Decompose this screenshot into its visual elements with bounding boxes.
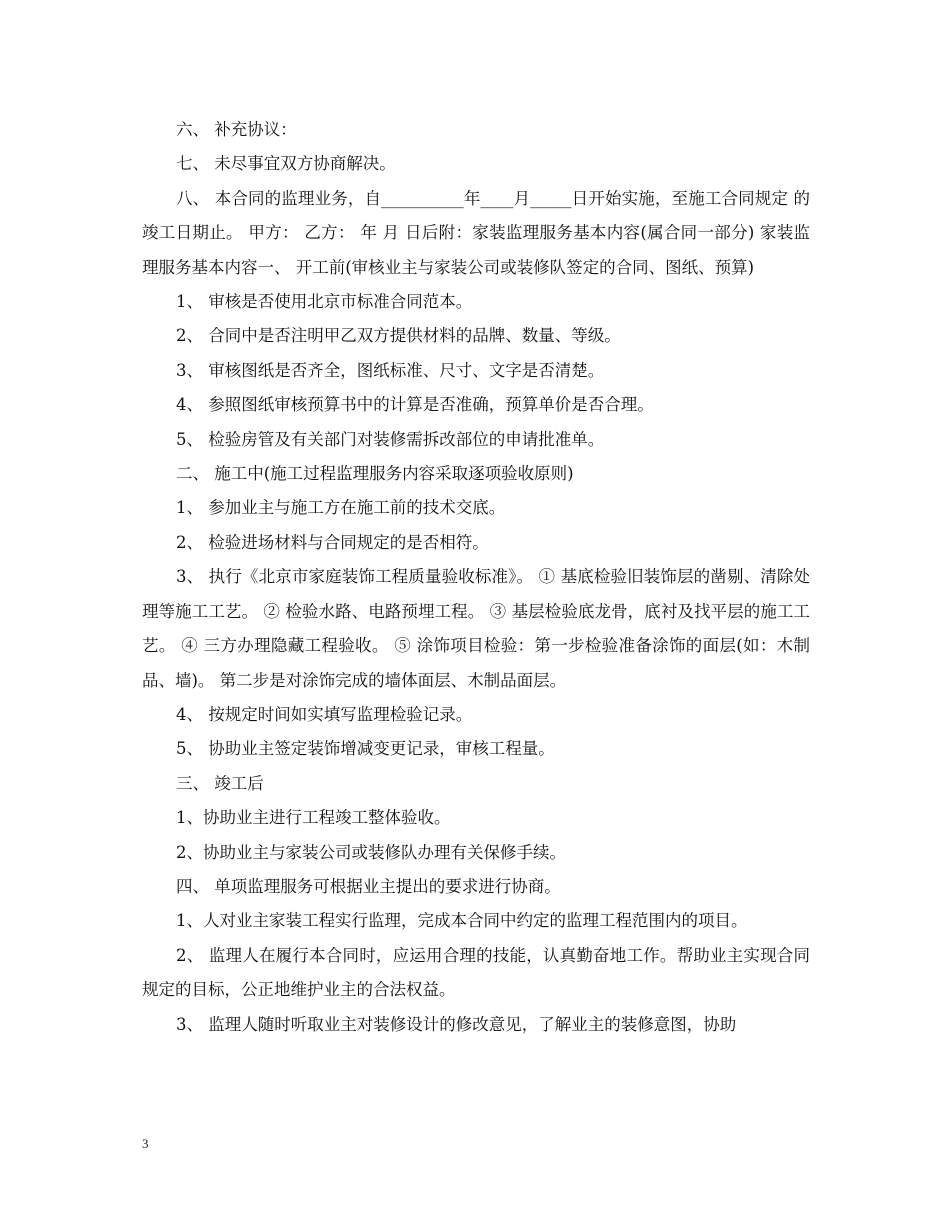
- page-number: 3: [142, 1136, 149, 1151]
- paragraph: 3、 执行《北京市家庭装饰工程质量验收标准》。 ① 基底检验旧装饰层的凿剔、清除处理等施工工艺。 ② 检验水路、电路预埋工程。 ③ 基层检验底龙骨，底衬及找平层的施工工艺。 ④ 三方办理隐藏工程验收。 ⑤ 涂饰项目检验：第一步检验准备涂饰的面层(如：木制品、墙)。 第二步是对涂饰完成的墙体面层、木制品面层。: [142, 567, 810, 690]
- document-body: [142, 113, 810, 1042]
- paragraph: 2、协助业主与家装公司或装修队办理有关保修手续。: [176, 842, 566, 862]
- section-heading: 三、 竣工后: [176, 773, 264, 793]
- paragraph: 1、人对业主家装工程实行监理，完成本合同中约定的监理工程范围内的项目。: [176, 911, 748, 931]
- paragraph: 七、 未尽事宜双方协商解决。: [176, 154, 396, 174]
- paragraph: 1、协助业主进行工程竣工整体验收。: [176, 808, 451, 828]
- paragraph: 3、 监理人随时听取业主对装修设计的修改意见，了解业主的装修意图，协助: [176, 1014, 737, 1034]
- paragraph: 2、 检验进场材料与合同规定的是否相符。: [176, 532, 489, 552]
- paragraph: 3、 审核图纸是否齐全，图纸标准、尺寸、文字是否清楚。: [176, 360, 605, 380]
- paragraph: 1、 参加业主与施工方在施工前的技术交底。: [176, 498, 506, 518]
- section-heading: 二、 施工中(施工过程监理服务内容采取逐项验收原则): [176, 464, 574, 484]
- paragraph: 4、 参照图纸审核预算书中的计算是否准确，预算单价是否合理。: [176, 395, 654, 415]
- paragraph: 5、 检验房管及有关部门对装修需拆改部位的申请批准单。: [176, 429, 605, 449]
- paragraph: 2、 合同中是否注明甲乙双方提供材料的品牌、数量、等级。: [176, 326, 621, 346]
- section-heading: 四、 单项监理服务可根据业主提出的要求进行协商。: [176, 876, 561, 896]
- paragraph: 1、 审核是否使用北京市标准合同范本。: [176, 292, 473, 312]
- paragraph: 2、 监理人在履行本合同时，应运用合理的技能，认真勤奋地工作。帮助业主实现合同规定的目标，公正地维护业主的合法权益。: [142, 945, 810, 1000]
- paragraph: 八、 本合同的监理业务，自__________年____月_____日开始实施，至施工合同规定 的 竣工日期止。 甲方： 乙方： 年 月 日后附：家装监理服务基本内容(属合同一部分) 家装监理服务基本内容一、 开工前(审核业主与家装公司或装修队签定的合同、图纸、预算): [142, 188, 810, 277]
- paragraph: 5、 协助业主签定装饰增减变更记录，审核工程量。: [176, 739, 555, 759]
- paragraph: 六、 补充协议：: [176, 120, 297, 139]
- paragraph: 4、 按规定时间如实填写监理检验记录。: [176, 704, 473, 724]
